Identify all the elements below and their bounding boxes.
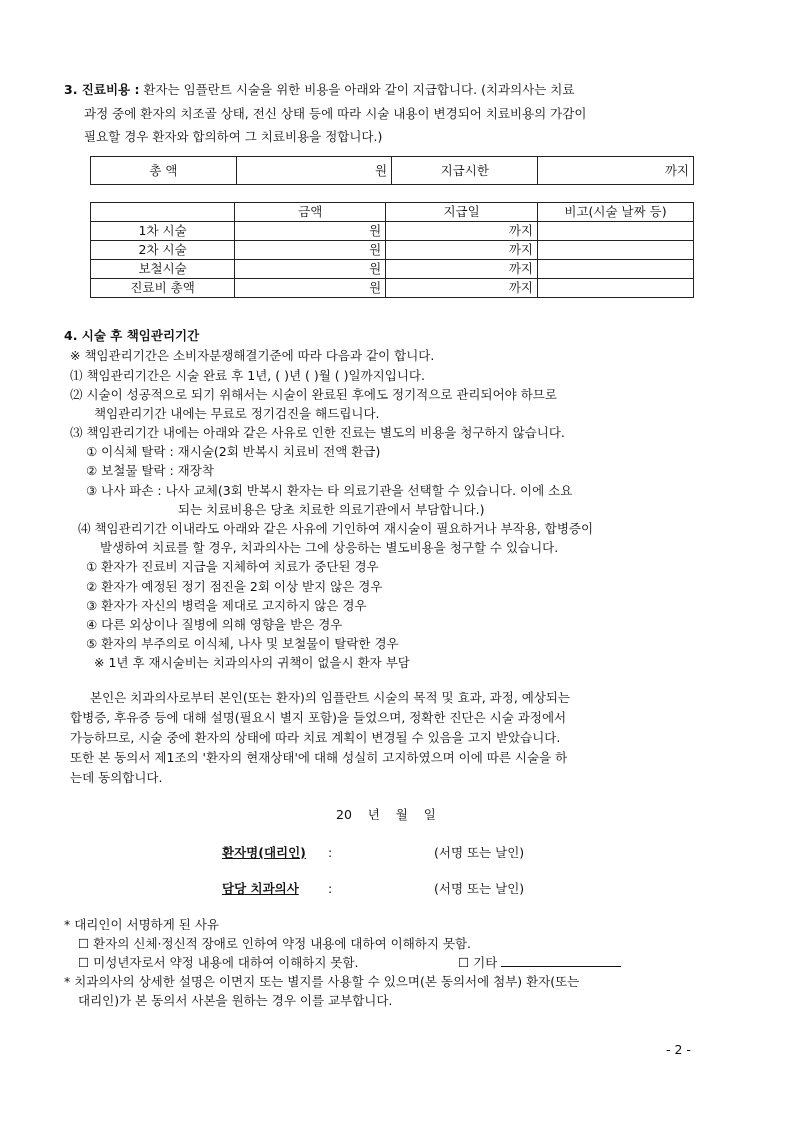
row-note bbox=[538, 222, 694, 241]
section4-item4-1: ① 환자가 진료비 지급을 지체하여 치료가 중단된 경우 bbox=[86, 559, 379, 574]
row-label: 1차 시술 bbox=[91, 222, 235, 241]
other-reason-blank bbox=[501, 954, 621, 967]
section4-item3-1: ① 이식체 탈락 : 재시술(2회 반복시 치료비 전액 환급) bbox=[86, 444, 381, 459]
section4-note: ※ 책임관리기간은 소비자분쟁해결기준에 따라 다음과 같이 합니다. bbox=[70, 348, 435, 363]
table-row bbox=[91, 260, 694, 279]
cost-table bbox=[90, 202, 694, 298]
consent-line1: 본인은 치과의사로부터 본인(또는 환자)의 임플란트 시술의 목적 및 효과, 과정, 예상되는 bbox=[90, 690, 571, 705]
section4-item4b: 발생하여 치료를 할 경우, 치과의사는 그에 상응하는 별도비용을 청구할 수 있습니다. bbox=[100, 540, 559, 555]
row-amount: 원 bbox=[235, 222, 386, 241]
date-line: 20 년 월 일 bbox=[336, 807, 436, 822]
header-note: 비고(시술 날짜 등) bbox=[538, 203, 694, 222]
footnote-note-a: * 치과의사의 상세한 설명은 이면지 또는 별지를 사용할 수 있으며(본 동의서에 첨부) 환자(또는 bbox=[64, 974, 580, 989]
section4-item4a: ⑷ 책임관리기간 이내라도 아래와 같은 사유에 기인하여 재시술이 필요하거나 부작용, 합병증이 bbox=[78, 521, 594, 536]
section4-item2a: ⑵ 시술이 성공적으로 되기 위해서는 시술이 완료된 후에도 정기적으로 관리되어야 하므로 bbox=[70, 387, 557, 402]
consent-line3: 가능하므로, 시술 중에 환자의 상태에 따라 치료 계획이 변경될 수 있음을 고지 받았습니다. bbox=[70, 730, 561, 745]
table-row bbox=[91, 222, 694, 241]
row-amount: 원 bbox=[235, 260, 386, 279]
section4-item3: ⑶ 책임관리기간 내에는 아래와 같은 사유로 인한 진료는 별도의 비용을 청구하지 않습니다. bbox=[70, 425, 565, 440]
footnote-note-b: 대리인)가 본 동의서 사본을 원하는 경우 이를 교부합니다. bbox=[78, 993, 393, 1008]
consent-line5: 는데 동의합니다. bbox=[70, 770, 163, 785]
row-date: 까지 bbox=[386, 279, 538, 298]
row-note bbox=[538, 260, 694, 279]
header-amount: 금액 bbox=[235, 203, 386, 222]
reason-option-minor: ☐ 미성년자로서 약정 내용에 대하여 이해하지 못함. bbox=[78, 955, 359, 970]
total-table bbox=[90, 156, 694, 185]
doctor-sign-hint: (서명 또는 날인) bbox=[434, 881, 525, 896]
patient-sign-hint: (서명 또는 날인) bbox=[434, 845, 525, 860]
row-amount: 원 bbox=[235, 241, 386, 260]
doctor-label: 담당 치과의사 bbox=[222, 881, 299, 896]
section4-item3-2: ② 보철물 탈락 : 재장착 bbox=[86, 463, 214, 478]
section3-line1: 3. 진료비용 : 환자는 임플란트 시술을 위한 비용을 아래와 같이 지급합니다. (치과의사는 치료 bbox=[64, 82, 575, 97]
section4-item3-3b: 되는 치료비용은 당초 치료한 의료기관에서 부담합니다.) bbox=[178, 502, 485, 517]
deadline-until: 까지 bbox=[538, 157, 694, 185]
deadline-label: 지급시한 bbox=[392, 157, 538, 185]
consent-line2: 합병증, 후유증 등에 대해 설명(필요시 별지 포함)을 들었으며, 정확한 진단은 시술 과정에서 bbox=[70, 710, 567, 725]
section4-item4-3: ③ 환자가 자신의 병력을 제대로 고지하지 않은 경우 bbox=[86, 598, 367, 613]
section4-item4-5: ⑤ 환자의 부주의로 이식체, 나사 및 보철물이 탈락한 경우 bbox=[86, 636, 399, 651]
section4-item2b: 책임관리기간 내에는 무료로 정기검진을 해드립니다. bbox=[94, 406, 380, 421]
row-date: 까지 bbox=[386, 222, 538, 241]
table-row bbox=[91, 241, 694, 260]
header-date: 지급일 bbox=[386, 203, 538, 222]
header-blank bbox=[91, 203, 235, 222]
patient-label: 환자명(대리인) bbox=[222, 845, 306, 860]
section4-item4-2: ② 환자가 예정된 정기 점진을 2회 이상 받지 않은 경우 bbox=[86, 579, 383, 594]
section4-heading: 4. 시술 후 책임관리기간 bbox=[64, 328, 200, 343]
section4-item3-3a: ③ 나사 파손 : 나사 교체(3회 반복시 환자는 타 의료기관을 선택할 수 있습니다. 이에 소요 bbox=[86, 483, 573, 498]
row-date: 까지 bbox=[386, 260, 538, 279]
section3-line2: 과정 중에 환자의 치조골 상태, 전신 상태 등에 따라 시술 내용이 변경되어 치료비용의 가감이 bbox=[84, 106, 587, 121]
row-label: 보철시술 bbox=[91, 260, 235, 279]
cost-table-header bbox=[91, 203, 694, 222]
row-date: 까지 bbox=[386, 241, 538, 260]
section4-item4-4: ④ 다른 외상이나 질병에 의해 영향을 받은 경우 bbox=[86, 617, 343, 632]
total-label: 총 액 bbox=[91, 157, 237, 185]
row-note bbox=[538, 241, 694, 260]
doctor-colon: : bbox=[328, 881, 333, 896]
row-label: 진료비 총액 bbox=[91, 279, 235, 298]
reason-option-disability: ☐ 환자의 신체·정신적 장애로 인하여 약정 내용에 대하여 이해하지 못함. bbox=[78, 936, 472, 951]
row-note bbox=[538, 279, 694, 298]
section4-item4-note: ※ 1년 후 재시술비는 치과의사의 귀책이 없을시 환자 부담 bbox=[94, 655, 410, 670]
consent-line4: 또한 본 동의서 제1조의 '환자의 현재상태'에 대해 성실히 고지하였으며 이에 따른 시술을 하 bbox=[70, 750, 568, 765]
reason-heading: * 대리인이 서명하게 된 사유 bbox=[64, 917, 219, 932]
total-won: 원 bbox=[236, 157, 391, 185]
page-number: - 2 - bbox=[666, 1042, 691, 1057]
patient-colon: : bbox=[328, 845, 333, 860]
section3-line3: 필요할 경우 환자와 합의하여 그 치료비용을 정합니다.) bbox=[84, 129, 383, 144]
reason-option-other: ☐ 기타 bbox=[458, 953, 621, 972]
table-row bbox=[91, 279, 694, 298]
section3-heading: 3. 진료비용 : bbox=[64, 82, 140, 97]
row-label: 2차 시술 bbox=[91, 241, 235, 260]
section4-item1: ⑴ 책임관리기간은 시술 완료 후 1년, ( )년 ( )월 ( )일까지입니다. bbox=[70, 368, 425, 383]
row-amount: 원 bbox=[235, 279, 386, 298]
